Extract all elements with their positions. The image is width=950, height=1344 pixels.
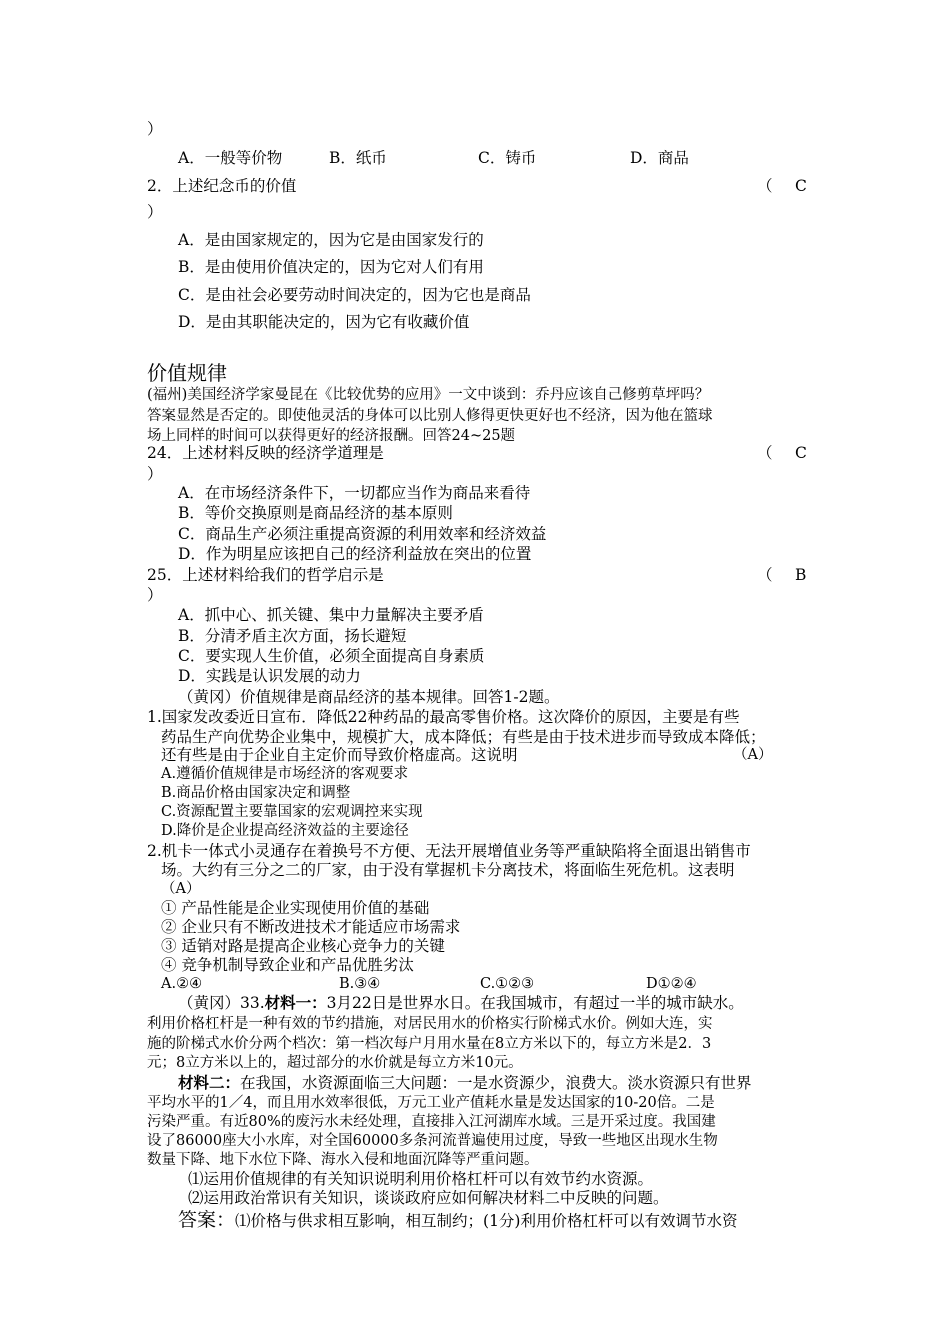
q24-option-d: D．作为明星应该把自己的经济利益放在突出的位置: [178, 545, 532, 563]
answer-bracket: （: [757, 177, 773, 195]
material-1-text: 3月22日是世界水日。在我国城市，有超过一半的城市缺水。: [326, 994, 744, 1012]
answer-bracket: （: [757, 444, 773, 462]
q1-line: 药品生产向优势企业集中，规模扩大，成本降低；有些是由于技术进步而导致成本降低；: [161, 728, 766, 746]
answer-letter: B: [795, 566, 807, 584]
q2-option-b: B.③④: [339, 976, 381, 992]
option-a: A．一般等价物: [178, 149, 283, 167]
material-1-line: 利用价格杠杆是一种有效的节约措施，对居民用水的价格实行阶梯式水价。例如大连，实: [147, 1016, 713, 1032]
q2-option-a: A．是由国家规定的，因为它是由国家发行的: [178, 231, 484, 249]
question-25-stem: 25．上述材料给我们的哲学启示是: [147, 566, 384, 584]
q1-answer: （A）: [733, 747, 773, 763]
paren-close: ）: [147, 586, 163, 604]
q33-first-line: [178, 993, 744, 1013]
q2-line: 场。大约有三分之二的厂家，由于没有掌握机卡分离技术，将面临生死危机。这表明: [161, 861, 735, 879]
q1-option-a: A.遵循价值规律是市场经济的客观要求: [161, 766, 409, 782]
huanggang-intro: （黄冈）价值规律是商品经济的基本规律。回答1-2题。: [178, 688, 560, 706]
q2-option-c: C．是由社会必要劳动时间决定的，因为它也是商品: [178, 286, 531, 304]
q2-option-a: A.②④: [161, 976, 203, 992]
q25-option-a: A．抓中心、抓关键、集中力量解决主要矛盾: [178, 606, 484, 624]
q2-line: 2.机卡一体式小灵通存在着换号不方便、无法开展增值业务等严重缺陷将全面退出销售市: [147, 842, 751, 860]
sub-question: ⑴运用价值规律的有关知识说明利用价格杠杆可以有效节约水资源。: [188, 1170, 654, 1188]
option-d: D．商品: [630, 149, 689, 167]
material-2-text: 在我国，水资源面临三大问题：一是水资源少，浪费大。淡水资源只有世界: [240, 1074, 752, 1092]
answer-label: 答案：: [178, 1209, 236, 1231]
q25-option-b: B．分清矛盾主次方面，扬长避短: [178, 627, 407, 645]
q1-option-b: B.商品价格由国家决定和调整: [161, 785, 351, 801]
q24-option-b: B．等价交换原则是商品经济的基本原则: [178, 504, 453, 522]
material-2-label: 材料二：: [178, 1073, 241, 1092]
q2-option-d: D．是由其职能决定的，因为它有收藏价值: [178, 313, 470, 331]
material-2-line: 设了86000座大小水库，对全国60000多条河流普遍使用过度，导致一些地区出现水生物: [147, 1133, 718, 1149]
q25-option-d: D．实践是认识发展的动力: [178, 667, 361, 685]
intro-line: 答案显然是否定的。即使他灵活的身体可以比别人修得更快更好也不经济，因为他在篮球: [147, 408, 713, 424]
paren-close: ）: [147, 465, 163, 483]
q2-item: ④ 竞争机制导致企业和产品优胜劣汰: [161, 956, 414, 974]
q24-option-a: A．在市场经济条件下，一切都应当作为商品来看待: [178, 484, 531, 502]
q2-option-b: B．是由使用价值决定的，因为它对人们有用: [178, 258, 484, 276]
q2-answer: （A）: [161, 881, 201, 897]
section-title: 价值规律: [147, 361, 227, 385]
q2-option-d: D①②④: [646, 976, 697, 992]
paren-close: ）: [147, 120, 163, 138]
material-1-label: 材料一：: [264, 993, 327, 1012]
q24-option-c: C．商品生产必须注重提高资源的利用效率和经济效益: [178, 525, 547, 543]
answer-letter: C: [795, 444, 807, 462]
q2-item: ② 企业只有不断改进技术才能适应市场需求: [161, 918, 461, 936]
answer-line: [178, 1210, 737, 1231]
q2-item: ① 产品性能是企业实现使用价值的基础: [161, 899, 430, 917]
q1-line: 1.国家发改委近日宣布．降低22种药品的最高零售价格。这次降价的原因，主要是有些: [147, 708, 740, 726]
material-2-first-line: [178, 1073, 752, 1093]
q1-option-d: D.降价是企业提高经济效益的主要途径: [161, 823, 409, 839]
q33-prefix: （黄冈）33.: [178, 994, 265, 1012]
option-b: B．纸币: [329, 149, 387, 167]
intro-line: 场上同样的时间可以获得更好的经济报酬。回答24~25题: [147, 428, 516, 444]
q1-line: 还有些是由于企业自主定价而导致价格虚高。这说明: [161, 746, 518, 764]
q2-option-c: C.①②③: [480, 976, 535, 992]
material-1-line: 施的阶梯式水价分两个档次：第一档次每户月用水量在8立方米以下的，每立方米是2．3: [147, 1036, 712, 1052]
option-c: C．铸币: [478, 149, 537, 167]
material-1-line: 元；8立方米以上的，超过部分的水价就是每立方米10元。: [147, 1055, 523, 1071]
material-2-line: 平均水平的1／4，而且用水效率很低，万元工业产值耗水量是发达国家的10-20倍。二是: [147, 1095, 715, 1111]
q2-item: ③ 适销对路是提高企业核心竞争力的关键: [161, 937, 445, 955]
answer-text: ⑴价格与供求相互影响，相互制约；(1分)利用价格杠杆可以有效调节水资: [235, 1212, 738, 1230]
answer-letter: C: [795, 177, 807, 195]
answer-bracket: （: [757, 566, 773, 584]
sub-question: ⑵运用政治常识有关知识，谈谈政府应如何解决材料二中反映的问题。: [188, 1189, 669, 1207]
intro-line: (福州)美国经济学家曼昆在《比较优势的应用》一文中谈到：乔丹应该自己修剪草坪吗？: [147, 387, 710, 403]
material-2-line: 污染严重。有近80%的废污水未经处理，直接排入江河湖库水域。三是开采过度。我国建: [147, 1114, 716, 1130]
q25-option-c: C．要实现人生价值，必须全面提高自身素质: [178, 647, 485, 665]
material-2-line: 数量下降、地下水位下降、海水入侵和地面沉降等严重问题。: [147, 1152, 539, 1168]
question-2-stem: 2．上述纪念币的价值: [147, 177, 297, 195]
question-24-stem: 24．上述材料反映的经济学道理是: [147, 444, 384, 462]
q1-option-c: C.资源配置主要靠国家的宏观调控来实现: [161, 804, 423, 820]
paren-close: ）: [147, 203, 163, 221]
